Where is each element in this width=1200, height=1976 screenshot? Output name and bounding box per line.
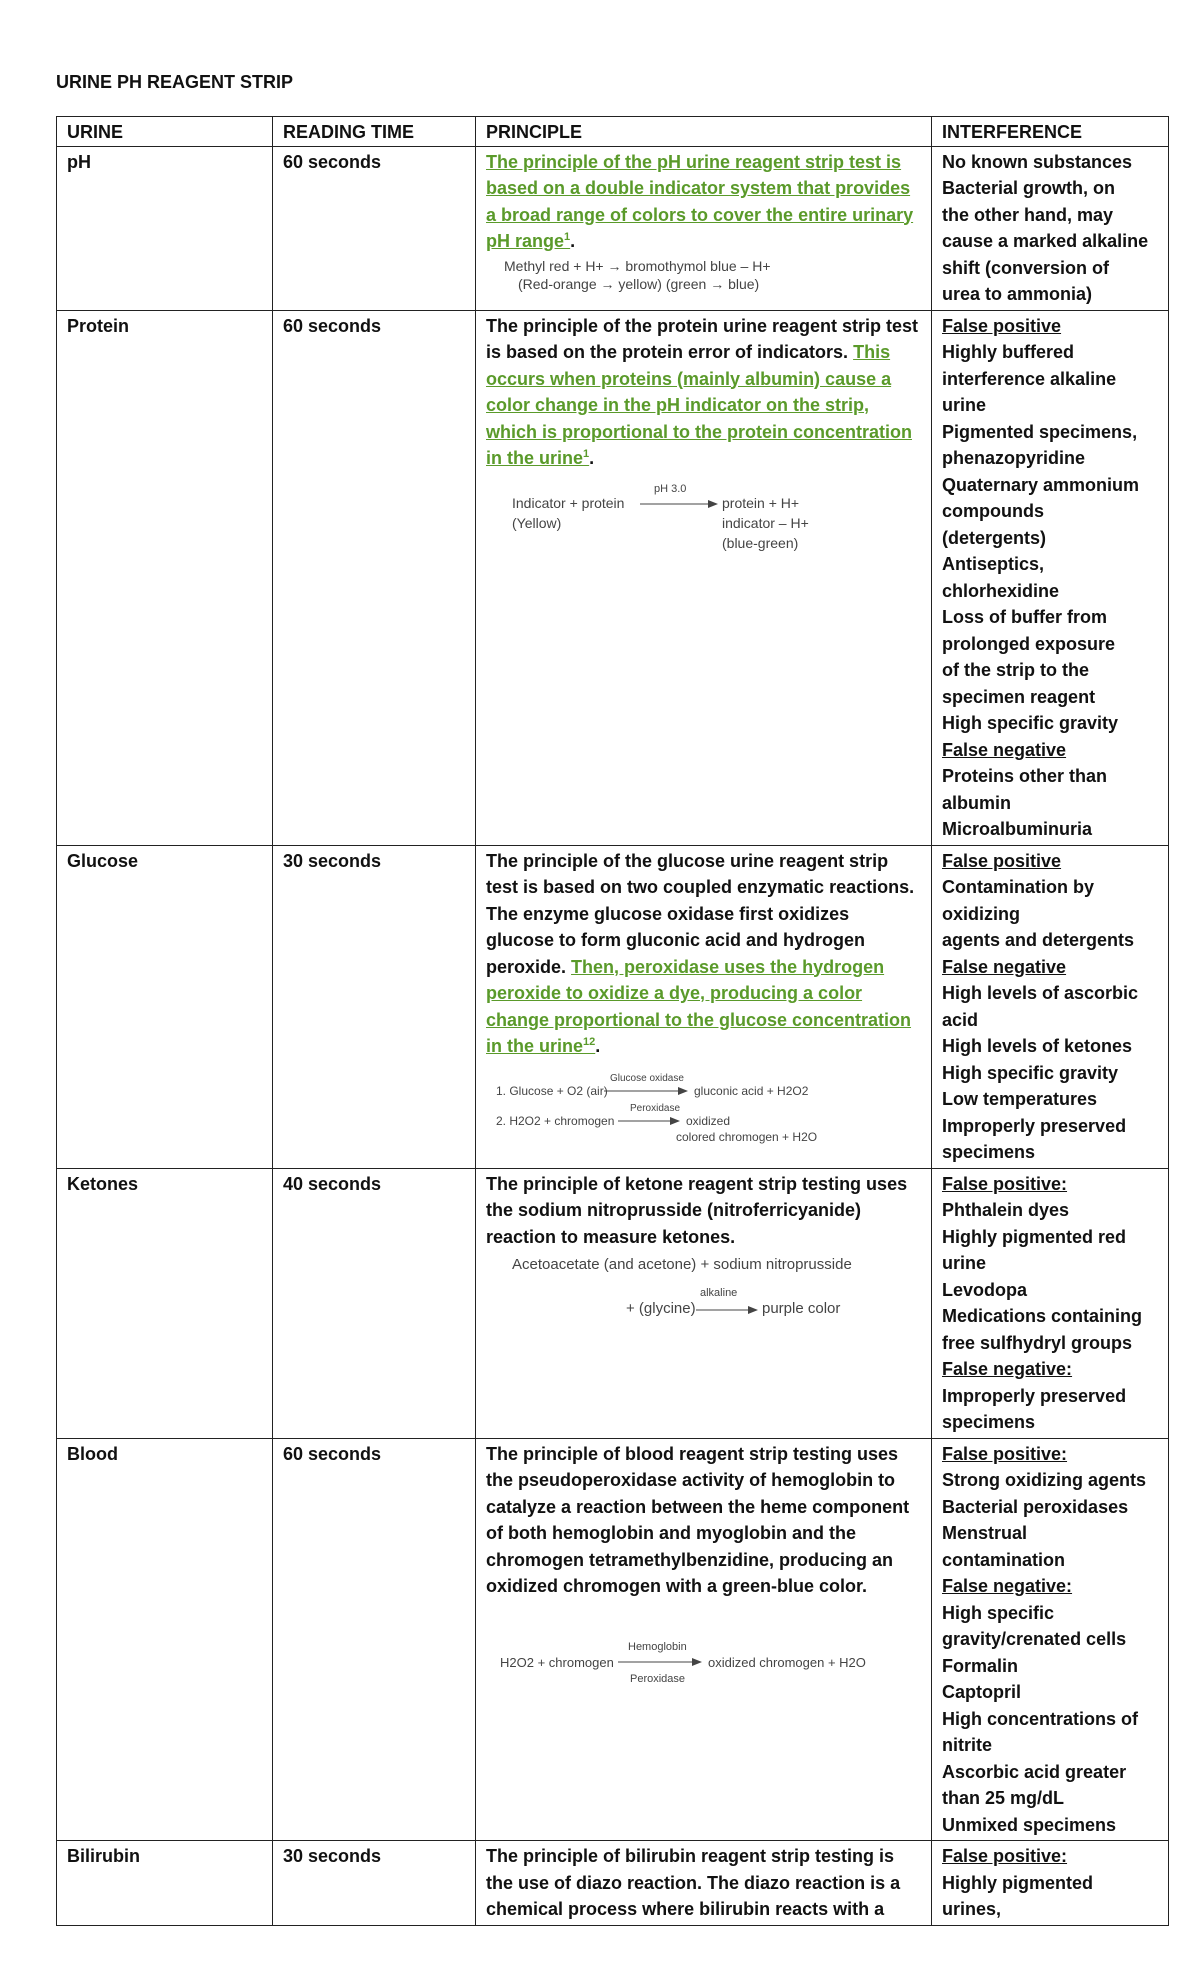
false-positive-label: False positive: bbox=[942, 1846, 1068, 1866]
time-glucose: 30 seconds bbox=[273, 845, 476, 1168]
interference-item: Bacterial growth, on bbox=[942, 178, 1116, 198]
arrow-right-icon bbox=[696, 1304, 758, 1316]
time-protein: 60 seconds bbox=[273, 310, 476, 845]
false-negative-label: False negative bbox=[942, 956, 1067, 977]
interference-item: gravity/crenated cells bbox=[942, 1629, 1127, 1649]
false-positive-label: False positive bbox=[942, 850, 1062, 871]
interference-item: free sulfhydryl groups bbox=[942, 1332, 1133, 1353]
interference-item: specimens bbox=[942, 1412, 1036, 1432]
interference-item: High specific gravity bbox=[942, 1062, 1119, 1083]
interference-item: nitrite bbox=[942, 1735, 993, 1755]
table-row-glucose bbox=[57, 845, 1169, 1168]
interference-item: shift (conversion of bbox=[942, 257, 1110, 278]
interference-item: Low temperatures bbox=[942, 1089, 1098, 1109]
interference-item: interference alkaline bbox=[942, 368, 1117, 389]
principle-ph-reference-link[interactable]: The principle of the pH urine reagent strip test is based on a double indicator system that provides a broad range of colors to cover the entire urinary pH range$^1$ bbox=[486, 151, 914, 251]
header-urine: URINE bbox=[57, 117, 273, 147]
interference-item: Quaternary ammonium bbox=[942, 474, 1140, 495]
interference-item: Antiseptics, bbox=[942, 554, 1045, 574]
interference-ph bbox=[932, 146, 1169, 310]
urine-ketones: Ketones bbox=[57, 1168, 273, 1438]
interference-item: urea to ammonia) bbox=[942, 284, 1093, 304]
table-row-bilirubin bbox=[57, 1841, 1169, 1926]
interference-protein bbox=[932, 310, 1169, 845]
interference-item: Formalin bbox=[942, 1655, 1019, 1676]
false-negative-label: False negative: bbox=[942, 1576, 1073, 1596]
principle-glucose-reference-link[interactable]: Then, peroxidase uses the hydrogen peroxide to oxidize a dye, producing a color change proportional to the glucose concentration in the urine$^{12}$ bbox=[486, 956, 912, 1056]
arrow-right-icon bbox=[618, 1656, 702, 1668]
interference-item: Ascorbic acid greater bbox=[942, 1761, 1127, 1782]
urine-glucose: Glucose bbox=[57, 845, 273, 1168]
false-positive-label: False positive bbox=[942, 315, 1062, 336]
interference-item: Menstrual bbox=[942, 1523, 1028, 1543]
ketones-reaction-diagram: Acetoacetate (and acetone) + sodium nitroprusside + (glycine) alkaline purple color bbox=[512, 1256, 852, 1317]
interference-item: acid bbox=[942, 1009, 979, 1030]
principle-protein: The principle of the protein urine reagent strip test is based on the protein error of indicators. This occurs when proteins (mainly albumin) cause a color change in the pH indicator on the strip, which is proportional to the protein concentration in the urine$^1$. Indicator + protein (Yellow) pH 3.0 protein + H+ indicator – H+ (blue-green) bbox=[476, 310, 932, 845]
urine-protein: Protein bbox=[57, 310, 273, 845]
principle-bilirubin: The principle of bilirubin reagent strip testing is the use of diazo reaction. The diazo reaction is a chemical process where bilirubin reacts with a bbox=[476, 1841, 932, 1926]
interference-ketones bbox=[932, 1168, 1169, 1438]
interference-item: Improperly preserved bbox=[942, 1385, 1127, 1406]
interference-item: Contamination by bbox=[942, 877, 1094, 897]
interference-item: cause a marked alkaline bbox=[942, 231, 1149, 251]
header-interference: INTERFERENCE bbox=[932, 117, 1169, 147]
interference-item: urine bbox=[942, 1253, 987, 1273]
interference-item: Bacterial peroxidases bbox=[942, 1496, 1129, 1517]
header-reading-time: READING TIME bbox=[273, 117, 476, 147]
principle-protein-reference-link[interactable]: This occurs when proteins (mainly albumin) cause a color change in the pH indicator on the strip, which is proportional to the protein concentration in the urine$^1$ bbox=[486, 342, 913, 468]
interference-blood bbox=[932, 1438, 1169, 1841]
interference-item: Improperly preserved bbox=[942, 1115, 1127, 1136]
glucose-reaction-diagram: 1. Glucose + O2 (air) Glucose oxidase gluconic acid + H2O2 2. H2O2 + chromogen Peroxidase oxidized colored chromogen + H2O bbox=[496, 1072, 818, 1144]
interference-item: the other hand, may bbox=[942, 204, 1114, 225]
interference-item: High levels of ketones bbox=[942, 1036, 1133, 1056]
time-blood: 60 seconds bbox=[273, 1438, 476, 1841]
interference-item: High specific gravity bbox=[942, 713, 1119, 733]
ph-reaction-equation: Methyl red + H+ → bromothymol blue – H+ (Red-orange → yellow) (green → blue) bbox=[504, 257, 771, 292]
time-bilirubin: 30 seconds bbox=[273, 1841, 476, 1926]
interference-item: prolonged exposure bbox=[942, 633, 1116, 654]
time-ph: 60 seconds bbox=[273, 146, 476, 310]
interference-item: chlorhexidine bbox=[942, 580, 1060, 601]
blood-reaction-diagram: H2O2 + chromogen Hemoglobin Peroxidase oxidized chromogen + H2O bbox=[500, 1640, 866, 1685]
interference-item: phenazopyridine bbox=[942, 448, 1086, 468]
interference-item: No known substances bbox=[942, 151, 1133, 172]
interference-item: urine bbox=[942, 395, 987, 415]
interference-glucose bbox=[932, 845, 1169, 1168]
principle-ph: The principle of the pH urine reagent strip test is based on a double indicator system that provides a broad range of colors to cover the entire urinary pH range$^1$. Methyl red + H+ → bromothymol blue – H+ (Red-orange → yellow) (green → blue) bbox=[476, 146, 932, 310]
arrow-right-icon bbox=[618, 1116, 680, 1126]
principle-blood: The principle of blood reagent strip testing uses the pseudoperoxidase activity of hemoglobin to catalyze a reaction between the heme component of both hemoglobin and myoglobin and the chromogen tetramethylbenzidine, producing an oxidized chromogen with a green-blue color. H2O2 + chromogen Hemoglobin Peroxidase oxidized chromogen + H2O bbox=[476, 1438, 932, 1841]
interference-bilirubin bbox=[932, 1841, 1169, 1926]
interference-item: Highly pigmented red bbox=[942, 1226, 1127, 1247]
urine-bilirubin: Bilirubin bbox=[57, 1841, 273, 1926]
urine-ph: pH bbox=[57, 146, 273, 310]
interference-item: High specific bbox=[942, 1602, 1055, 1623]
reagent-strip-table bbox=[56, 116, 1169, 1926]
false-negative-label: False negative: bbox=[942, 1359, 1073, 1379]
table-row-ketones bbox=[57, 1168, 1169, 1438]
principle-ketones: The principle of ketone reagent strip testing uses the sodium nitroprusside (nitroferricyanide) reaction to measure ketones. Acetoacetate (and acetone) + sodium nitroprusside + (glycine) alkaline purple color bbox=[476, 1168, 932, 1438]
interference-item: of the strip to the bbox=[942, 660, 1089, 680]
interference-item: Levodopa bbox=[942, 1279, 1028, 1300]
false-positive-label: False positive: bbox=[942, 1443, 1068, 1464]
interference-item: Phthalein dyes bbox=[942, 1200, 1070, 1220]
interference-item: oxidizing bbox=[942, 903, 1020, 924]
interference-item: urines, bbox=[942, 1899, 1002, 1919]
interference-item: contamination bbox=[942, 1549, 1066, 1570]
table-row-protein bbox=[57, 310, 1169, 845]
page-title: URINE PH REAGENT STRIP bbox=[56, 72, 294, 92]
interference-item: (detergents) bbox=[942, 527, 1047, 548]
urine-blood: Blood bbox=[57, 1438, 273, 1841]
table-header-row bbox=[57, 117, 1169, 147]
interference-item: High concentrations of bbox=[942, 1708, 1139, 1729]
interference-item: Pigmented specimens, bbox=[942, 421, 1138, 442]
header-principle: PRINCIPLE bbox=[476, 117, 932, 147]
interference-item: Loss of buffer from bbox=[942, 607, 1107, 627]
interference-item: specimens bbox=[942, 1142, 1036, 1162]
interference-item: agents and detergents bbox=[942, 930, 1135, 950]
interference-item: Highly pigmented bbox=[942, 1872, 1094, 1893]
interference-item: Captopril bbox=[942, 1682, 1021, 1702]
interference-item: specimen reagent bbox=[942, 686, 1096, 707]
interference-item: Microalbuminuria bbox=[942, 819, 1093, 839]
interference-item: Medications containing bbox=[942, 1306, 1143, 1326]
table-row-ph bbox=[57, 146, 1169, 310]
table-row-blood bbox=[57, 1438, 1169, 1841]
arrow-right-icon bbox=[640, 498, 718, 510]
interference-item: High levels of ascorbic bbox=[942, 983, 1139, 1003]
interference-item: Proteins other than bbox=[942, 766, 1108, 786]
arrow-right-icon bbox=[604, 1086, 688, 1096]
interference-item: compounds bbox=[942, 501, 1044, 521]
interference-item: Unmixed specimens bbox=[942, 1814, 1117, 1835]
interference-item: Strong oxidizing agents bbox=[942, 1470, 1147, 1490]
false-positive-label: False positive: bbox=[942, 1173, 1068, 1194]
interference-item: than 25 mg/dL bbox=[942, 1788, 1065, 1808]
time-ketones: 40 seconds bbox=[273, 1168, 476, 1438]
protein-reaction-diagram: Indicator + protein (Yellow) pH 3.0 protein + H+ indicator – H+ (blue-green) bbox=[512, 482, 809, 551]
false-negative-label: False negative bbox=[942, 739, 1067, 760]
interference-item: albumin bbox=[942, 792, 1012, 813]
interference-item: Highly buffered bbox=[942, 342, 1075, 362]
principle-glucose: The principle of the glucose urine reagent strip test is based on two coupled enzymatic reactions. The enzyme glucose oxidase first oxidizes glucose to form gluconic acid and hydrogen peroxide. Then, peroxidase uses the hydrogen peroxide to oxidize a dye, producing a color change proportional to the glucose concentration in the urine$^{12}$. 1. Glucose + O2 (air) Glucose oxidase gluconic acid + H2O2 2. H2O2 + chromogen Peroxidase oxidized colored chromogen + H2O bbox=[476, 845, 932, 1168]
